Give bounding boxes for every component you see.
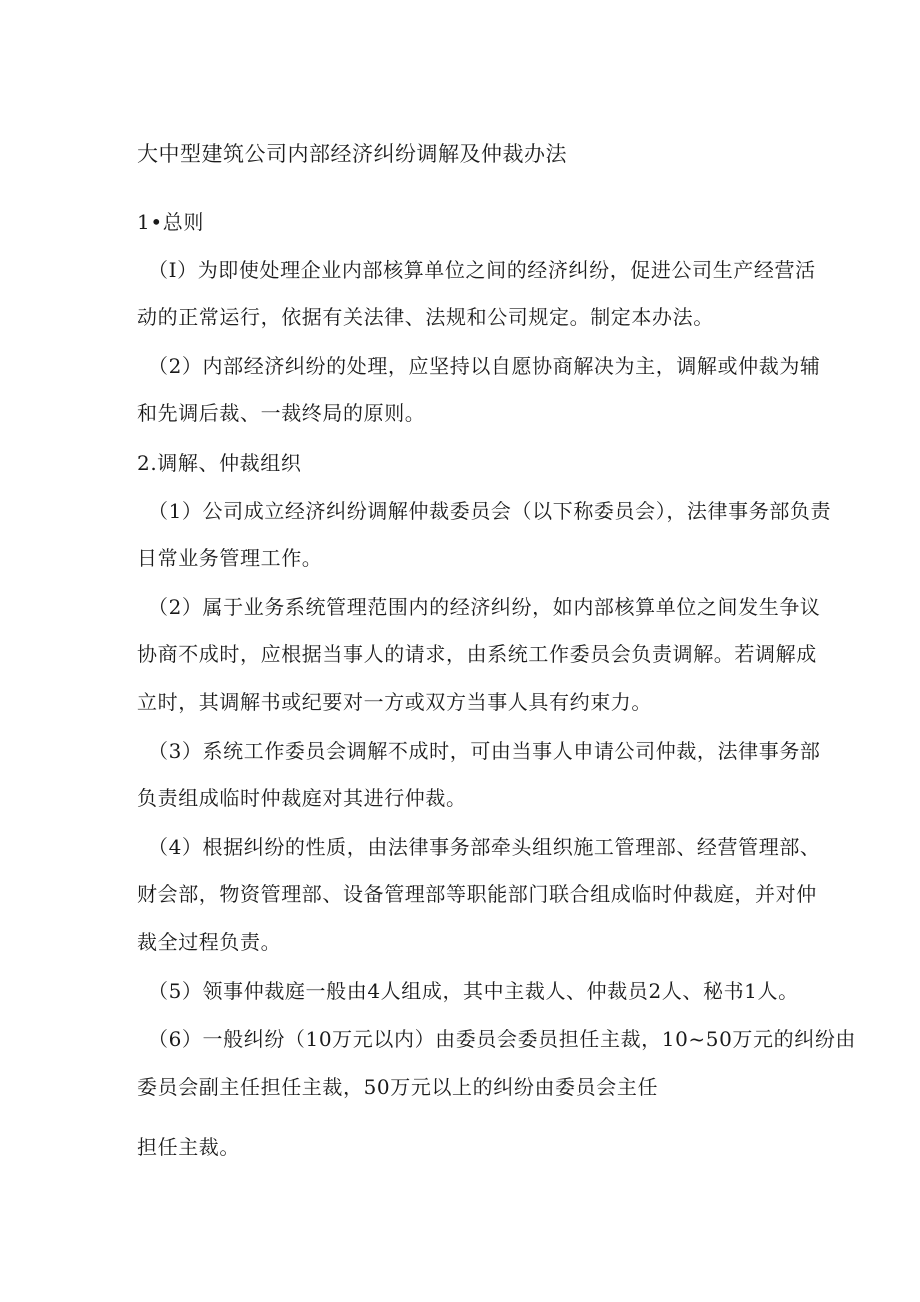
paragraph-line: （5）领事仲裁庭一般由4人组成，其中主裁人、仲裁员2人、秘书1人。 bbox=[148, 979, 799, 1003]
paragraph-line: （6）一般纠纷（10万元以内）由委员会委员担任主裁，10~50万元的纠纷由 bbox=[148, 1027, 857, 1051]
paragraph-line: 协商不成时，应根据当事人的请求，由系统工作委员会负责调解。若调解成 bbox=[137, 642, 817, 666]
paragraph-line: 动的正常运行，依据有关法律、法规和公司规定。制定本办法。 bbox=[137, 305, 714, 329]
paragraph-line: 委员会副主任担任主裁，50万元以上的纠纷由委员会主任 bbox=[137, 1075, 659, 1099]
document-title: 大中型建筑公司内部经济纠纷调解及仲裁办法 bbox=[137, 142, 567, 166]
paragraph-line: （4）根据纠纷的性质，由法律事务部牵头组织施工管理部、经营管理部、 bbox=[148, 835, 821, 859]
paragraph-line: （3）系统工作委员会调解不成时，可由当事人申请公司仲裁，法律事务部 bbox=[148, 739, 821, 763]
paragraph-line: 和先调后裁、一裁终局的原则。 bbox=[137, 401, 426, 425]
paragraph-line: （2）属于业务系统管理范围内的经济纠纷，如内部核算单位之间发生争议 bbox=[148, 595, 821, 619]
section-heading-general: 1•总则 bbox=[137, 210, 204, 234]
paragraph-line: 立时，其调解书或纪要对一方或双方当事人具有约束力。 bbox=[137, 690, 652, 714]
paragraph-line: 裁全过程负责。 bbox=[137, 930, 282, 954]
paragraph-line: 负责组成临时仲裁庭对其进行仲裁。 bbox=[137, 786, 467, 810]
paragraph-line: 日常业务管理工作。 bbox=[137, 546, 323, 570]
paragraph-line: （1）公司成立经济纠纷调解仲裁委员会（以下称委员会），法律事务部负责 bbox=[148, 499, 832, 523]
paragraph-line: （I）为即使处理企业内部核算单位之间的经济纠纷，促进公司生产经营活 bbox=[148, 258, 816, 282]
section-heading-organization: 2.调解、仲裁组织 bbox=[137, 451, 302, 475]
paragraph-line: 担任主裁。 bbox=[137, 1135, 240, 1159]
paragraph-line: （2）内部经济纠纷的处理，应坚持以自愿协商解决为主，调解或仲裁为辅 bbox=[148, 354, 821, 378]
paragraph-line: 财会部，物资管理部、设备管理部等职能部门联合组成临时仲裁庭，并对仲 bbox=[137, 882, 817, 906]
